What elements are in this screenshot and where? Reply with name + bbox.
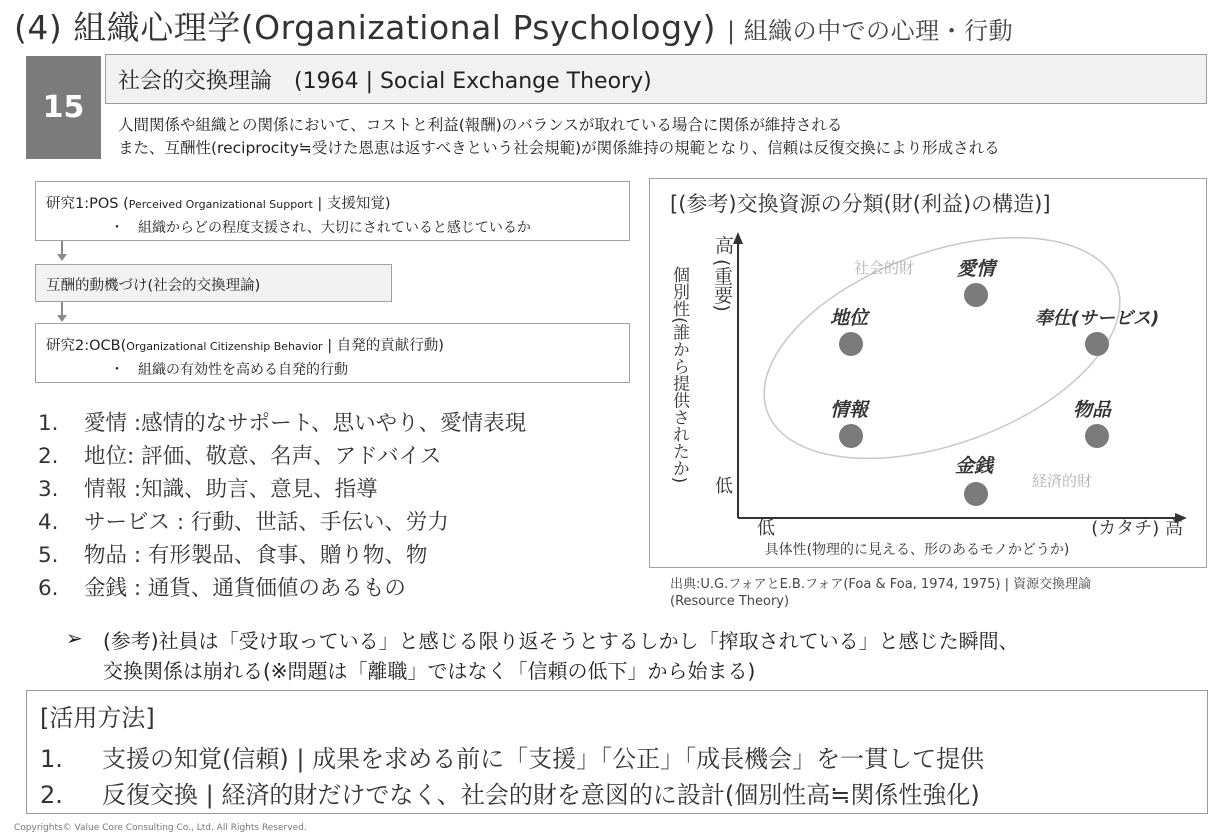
list-item-text: 愛情 :感情的なサポート、思いやり、愛情表現 (84, 411, 527, 436)
point-info-label: 情報 (829, 399, 869, 421)
flow-arrowhead-1 (57, 254, 67, 261)
usage-item-text: 反復交換 | 経済的財だけでなく、社会的財を意図的に設計(個別性高≒関係性強化) (102, 781, 980, 809)
list-item (38, 406, 526, 437)
list-item-number: 6. (38, 576, 59, 601)
research1-title-prefix: 研究1:POS ( (46, 196, 129, 212)
section-heading: 社会的交換理論 (1964 | Social Exchange Theory) (118, 69, 652, 94)
usage-item-number: 1. (40, 745, 63, 773)
note-arrow-icon: ➢ (66, 626, 83, 650)
section-description-2: また、互酬性(reciprocity≒受けた恩恵は返すべきという社会規範)が関係維持の規範となり、信頼は反復交換により形成される (118, 139, 1000, 157)
point-info (839, 424, 863, 448)
point-goods-label: 物品 (1072, 399, 1112, 421)
research2-title-prefix: 研究2:OCB( (46, 338, 127, 354)
list-item-text: 金銭 : 通貨、通貨価値のあるもの (84, 576, 406, 601)
flow-arrow-2 (61, 302, 63, 316)
list-item-text: 情報 :知識、助言、意見、指導 (84, 477, 378, 502)
list-item-number: 2. (38, 444, 59, 469)
social-goods-label: 社会的財 (854, 259, 915, 277)
point-love (964, 283, 988, 307)
list-item-text: 物品 : 有形製品、食事、贈り物、物 (84, 543, 428, 568)
list-item-number: 4. (38, 510, 59, 535)
research1-title (46, 192, 391, 213)
usage-item-number: 2. (40, 781, 63, 809)
usage-heading: [活用方法] (40, 704, 155, 732)
y-axis-high: 高 (715, 235, 735, 257)
list-item (38, 571, 406, 602)
research2-item: ・ 組織の有効性を高める自発的行動 (110, 362, 348, 378)
note-line-2: 交換関係は崩れる(※問題は「離職」ではなく「信頼の低下」から始まる) (103, 659, 756, 683)
y-axis-arrowhead (733, 232, 743, 244)
point-status-label: 地位 (829, 307, 869, 329)
list-item (38, 472, 378, 503)
list-item-number: 1. (38, 411, 59, 436)
usage-item (40, 775, 980, 810)
list-item-text: 地位: 評価、敬意、名声、アドバイス (84, 444, 442, 469)
x-axis-high: (カタチ) 高 (1091, 518, 1183, 539)
list-item-number: 5. (38, 543, 59, 568)
research1-item: ・ 組織からどの程度支援され、大切にされていると感じているか (110, 220, 531, 236)
page-title-main: (4) 組織心理学(Organizational Psychology) (14, 8, 716, 47)
page-title (14, 2, 1013, 49)
point-money (964, 482, 988, 506)
reciprocal-motivation-label: 互酬的動機づけ(社会的交換理論) (46, 278, 261, 294)
point-goods (1085, 424, 1109, 448)
list-item (38, 538, 427, 569)
resource-chart (649, 178, 1207, 568)
list-item (38, 505, 449, 536)
point-service-label: 奉仕(サービス) (1034, 308, 1160, 329)
usage-item (40, 739, 984, 774)
flow-arrow-1 (61, 241, 63, 255)
x-axis-low: 低 (757, 518, 775, 539)
research1-title-en: Perceived Organizational Support (128, 198, 313, 211)
list-item-number: 3. (38, 477, 59, 502)
point-service (1085, 332, 1109, 356)
research1-title-suffix: | 支援知覚) (312, 196, 391, 212)
research2-title (46, 334, 444, 355)
research2-title-suffix: | 自発的貢献行動) (322, 338, 444, 354)
section-number: 15 (26, 56, 101, 159)
copyright: Copyrights© Value Core Consulting Co., Ltd. All Rights Reserved. (14, 823, 307, 833)
y-axis-high-sub: (重要) (711, 259, 733, 312)
resource-chart-title: [(参考)交換資源の分類(財(利益)の構造)] (670, 192, 1051, 216)
y-axis-label: 個別性(誰から提供されたか) (669, 266, 689, 484)
x-axis-label: 具体性(物理的に見える、形のあるモノかどうか) (764, 542, 1070, 558)
chart-source-1: 出典:U.G.フォアとE.B.フォア(Foa & Foa, 1974, 1975) | 資源交換理論 (670, 577, 1092, 592)
list-item-text: サービス : 行動、世話、手伝い、労力 (84, 510, 449, 535)
chart-source-2: (Resource Theory) (670, 594, 790, 609)
flow-arrowhead-2 (57, 315, 67, 322)
research2-title-en: Organizational Citizenship Behavior (126, 340, 323, 353)
list-item (38, 439, 441, 470)
economic-goods-label: 経済的財 (1032, 472, 1093, 490)
section-description-1: 人間関係や組織との関係において、コストと利益(報酬)のバランスが取れている場合に関係が維持される (118, 116, 843, 134)
note-line-1: (参考)社員は「受け取っている」と感じる限り返そうとするしかし「搾取されている」と感じた瞬間、 (103, 629, 1019, 653)
y-axis-low: 低 (715, 476, 733, 497)
page-subtitle: | 組織の中での心理・行動 (726, 17, 1014, 45)
usage-item-text: 支援の知覚(信頼) | 成果を求める前に「支援」「公正」「成長機会」を一貫して提供 (102, 745, 985, 773)
point-love-label: 愛情 (956, 258, 996, 280)
point-status (839, 332, 863, 356)
point-money-label: 金銭 (954, 455, 994, 477)
